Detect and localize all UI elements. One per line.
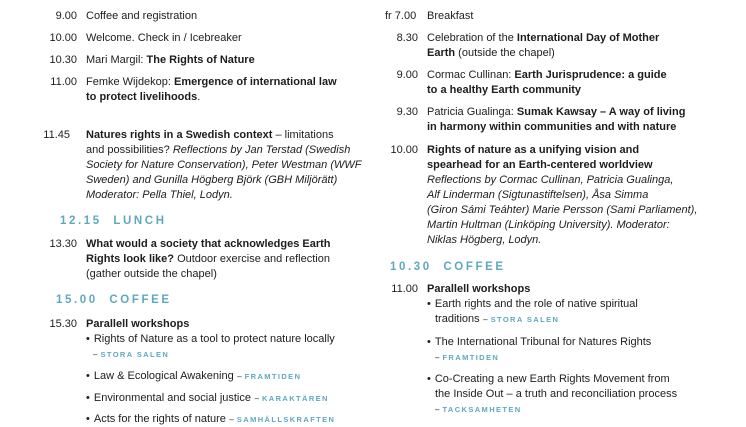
event-title-cont: Earth: [427, 47, 456, 59]
unifying-vision-l7: Niklas Högberg, Lodyn.: [427, 234, 542, 246]
workshop-item: • Rights of Nature as a tool to protect nature locally: [86, 333, 335, 345]
room-label: FRAMTIDEN: [442, 353, 500, 362]
swedish-context-l5: Moderator: Pella Thiel, Lodyn.: [86, 189, 233, 201]
talk-title: Sumak Kawsay – A way of living: [516, 106, 686, 118]
workshop-room: – STORA SALEN: [93, 350, 170, 359]
welcome: Welcome. Check in / Icebreaker: [86, 32, 242, 44]
cullinan-talk: [427, 68, 667, 83]
society-desc: Outdoor exercise and reflection: [174, 253, 330, 265]
talk-title: Earth Jurisprudence: a guide: [514, 69, 667, 81]
lunch-time: 12.15: [60, 215, 102, 227]
time-11-00-fr: 11.00: [391, 283, 418, 295]
wijdekop-talk-line2: [86, 90, 200, 105]
unifying-vision-l4: Alf Linderman (Sigtunastiftelsen), Åsa Simma: [427, 189, 649, 201]
society-l3: (gather outside the chapel): [86, 268, 217, 280]
society-title-cont: Rights look like?: [86, 253, 175, 265]
workshops-title: Parallell workshops: [86, 318, 190, 330]
swedish-context: [86, 128, 334, 143]
room-label: SAMHÄLLSKRAFTEN: [236, 415, 336, 424]
room-label: FRAMTIDEN: [244, 372, 302, 381]
workshop-item: • The International Tribunal for Natures Rights: [427, 336, 652, 348]
coffee-time: 15.00: [56, 294, 98, 306]
text: and possibilities?: [86, 144, 173, 156]
lunch-label: LUNCH: [113, 215, 167, 227]
society-title: What would a society that acknowledges Earth: [86, 238, 331, 250]
unifying-vision-l2: spearhead for an Earth-centered worldview: [427, 159, 653, 171]
workshop-item: • Acts for the rights of nature – SAMHÄLLSKRAFTEN: [86, 413, 336, 425]
speaker: Mari Margil:: [86, 54, 147, 66]
panel-title: Natures rights in a Swedish context: [86, 129, 273, 141]
workshop-room: – TACKSAMHETEN: [435, 405, 522, 414]
location: (outside the chapel): [455, 47, 555, 59]
room-label: KARAKTÄREN: [261, 394, 329, 403]
workshop-item-cont: traditions – STORA SALEN: [435, 313, 560, 325]
day-time: fr 7.00: [385, 10, 417, 22]
workshop-text: The International Tribunal for Natures Rights: [434, 336, 652, 348]
workshop-item: • Earth rights and the role of native spiritual: [427, 298, 638, 310]
room-label: TACKSAMHETEN: [442, 405, 522, 414]
coffee-registration: Coffee and registration: [86, 10, 198, 22]
event-title: International Day of Mother: [516, 32, 660, 44]
room-label: STORA SALEN: [490, 315, 560, 324]
coffee-heading-left: [56, 294, 172, 306]
workshop-text: Acts for the rights of nature: [93, 413, 226, 425]
swedish-context-l2: [86, 143, 350, 158]
period: .: [197, 91, 201, 103]
coffee-heading-right: [390, 261, 506, 273]
workshop-item: • Co-Creating a new Earth Rights Movement from: [427, 373, 670, 385]
workshop-text: Rights of Nature as a tool to protect nature locally: [93, 333, 335, 345]
time-10-00: 10.00: [49, 32, 77, 44]
coffee-label: COFFEE: [443, 261, 506, 273]
unifying-vision-l5: (Giron Sámi Teáhter) Marie Persson (Sami Parliament),: [427, 204, 698, 216]
margil-talk: [86, 53, 255, 68]
workshop-text: Co-Creating a new Earth Rights Movement from: [434, 373, 670, 385]
text: Celebration of the: [427, 32, 517, 44]
workshop-item: • Law & Ecological Awakening – FRAMTIDEN: [86, 370, 302, 382]
speaker: Cormac Cullinan:: [427, 69, 515, 81]
breakfast: Breakfast: [427, 10, 474, 22]
gualinga-talk-l2: in harmony within communities and with nature: [427, 121, 677, 133]
celebration: [427, 31, 659, 46]
time-11-00: 11.00: [50, 76, 77, 88]
speaker: Patricia Gualinga:: [427, 106, 517, 118]
time-10-30: 10.30: [49, 54, 77, 66]
lunch-heading: [60, 215, 167, 227]
panel-title-rest: – limitations: [272, 129, 334, 141]
swedish-context-l4: Sweden) and Gunilla Högberg Björk (GBH Miljörätt): [86, 174, 338, 186]
time-15-30: 15.30: [49, 318, 77, 330]
time-13-30: 13.30: [49, 238, 77, 250]
workshop-text: Earth rights and the role of native spiritual: [434, 298, 638, 310]
unifying-vision-l6: Martin Hultman (Linköping University). Moderator:: [427, 219, 670, 231]
workshop-item-cont: the Inside Out – a truth and reconciliation process: [435, 388, 678, 400]
talk-title: The Rights of Nature: [146, 54, 255, 66]
speaker: Femke Wijdekop:: [86, 76, 175, 88]
coffee-label: COFFEE: [109, 294, 172, 306]
time-9-00-fr: 9.00: [396, 69, 418, 81]
workshop-text: traditions: [435, 313, 480, 325]
time-9-30: 9.30: [396, 106, 418, 118]
time-10-00-fr: 10.00: [390, 144, 418, 156]
room-label: STORA SALEN: [100, 350, 170, 359]
unifying-vision-l3: Reflections by Cormac Cullinan, Patricia Gualinga,: [427, 174, 674, 186]
workshop-text: Environmental and social justice: [93, 392, 251, 404]
time-11-45: 11.45: [43, 129, 70, 141]
society-l2: [86, 252, 330, 267]
workshop-room: – FRAMTIDEN: [435, 353, 500, 362]
gualinga-talk: [427, 105, 685, 120]
reflections: Reflections by Jan Terstad (Swedish: [172, 144, 351, 156]
workshop-item: • Environmental and social justice – KARAKTÄREN: [86, 392, 329, 404]
unifying-vision: Rights of nature as a unifying vision and: [427, 144, 640, 156]
cullinan-talk-l2: to a healthy Earth community: [427, 84, 582, 96]
time-8-30: 8.30: [396, 32, 418, 44]
workshops-title-right: Parallell workshops: [427, 283, 531, 295]
time-9-00: 9.00: [55, 10, 77, 22]
talk-title-cont: to protect livelihoods: [86, 91, 198, 103]
workshop-text: Law & Ecological Awakening: [93, 370, 234, 382]
swedish-context-l3: Society for Nature Conservation), Peter Westman (WWF: [86, 159, 362, 171]
talk-title: Emergence of international law: [174, 76, 337, 88]
celebration-l2: [427, 46, 555, 61]
coffee-time: 10.30: [390, 261, 432, 273]
wijdekop-talk: [86, 75, 337, 90]
